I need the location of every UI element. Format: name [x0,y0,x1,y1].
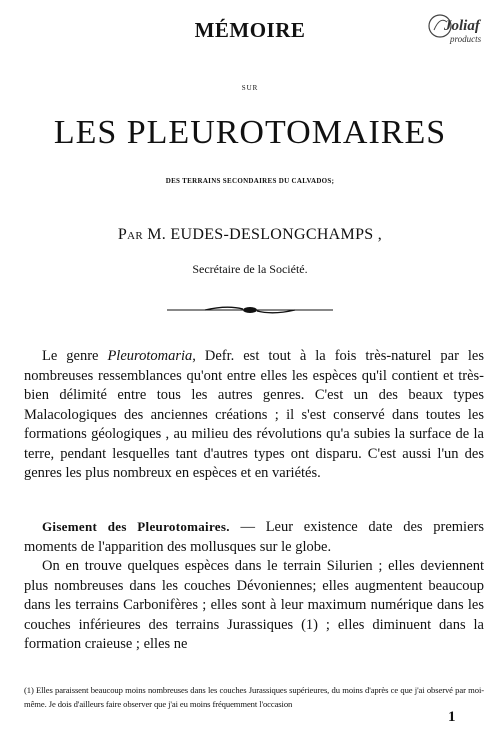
author-line: Par M. EUDES-DESLONGCHAMPS , [117,226,383,243]
p2-text: — Leur existence date des premiers moments de l'apparition des mollusques sur le globe. [24,519,484,555]
paragraph-silurien: On en trouve quelques espèces dans le terrain Silurien ; elles deviennent plus nombreuses dans les couches Dévoniennes; elles augmentent beaucoup dans les terrains Carbonifères ; elles sont à leur maximum numérique dans les couches inférieures des terrains Jurassiques (1) ; elles diminuent dans la formation craieuse ; elles ne [24,558,484,652]
memoire-heading: MÉMOIRE [194,18,306,42]
page-number: 1 [448,709,456,725]
paragraph-gisement [24,517,484,557]
sur-label: SUR [241,84,259,92]
logo-text-top: Joliaf [444,18,480,34]
section-heading: Gisement des Pleurotomaires. [42,519,230,534]
genus-name: Pleurotomaria [107,348,193,364]
p1-before: Le genre [42,348,108,364]
paragraph-intro [24,347,484,484]
subtitle: DES TERRAINS SECONDAIRES DU CALVADOS; [165,177,335,185]
logo-text-bottom: products [450,34,482,44]
footnote: (1) Elles paraissent beaucoup moins nombreuses dans les couches Jurassiques supérieures, du moins d'après ce que j'ai observé par moi-même. Je dois d'ailleurs faire observer que j'ai eu moins fréquemment l'occasion [24,685,484,709]
main-title: LES PLEUROTOMAIRES [53,114,447,151]
author-role: Secrétaire de la Société. [192,262,308,276]
p1-after: , Defr. est tout à la fois très-naturel par les nombreuses ressemblances qu'ont entre elles les espèces qu'il contient et très-bien délimité entre tous les autres genres. C'est un des beaux types Malacologiques des anciennes créations ; il s'est conservé dans toutes les formations géologiques , au milieu des révolutions qu'a subies la surface de la terre, pendant lesquelles tant d'autres types ont disparu. C'est aussi l'un des genres les plus nombreux en espèces et en variétés. [24,348,484,481]
ornamental-divider [165,302,335,318]
